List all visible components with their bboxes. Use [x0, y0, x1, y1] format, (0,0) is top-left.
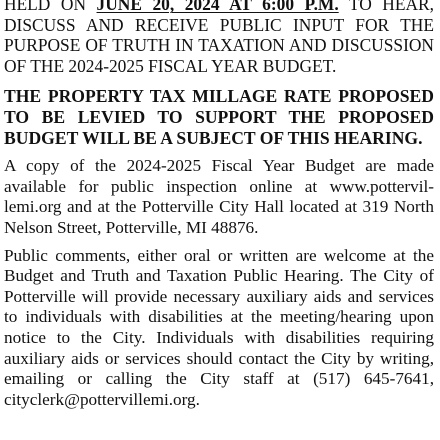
millage-rate-warning: THE PROPERTY TAX MILLAGE RATE PROPOSED TO BE LEVIED TO SUPPORT THE PROPOSED BUDGET WILL BE A SUBJECT OF THIS HEARING.	[4, 86, 434, 148]
hearing-intro-paragraph	[4, 0, 434, 76]
public-comments-paragraph: Public comments, either oral or written are welcome at the Budget and Truth and Taxation Public Hearing. The City of Potterville will provide necessary auxiliary aids and services to individuals with disabilities at the meeting/hearing upon notice to the City. Individuals with disabilities requiring auxiliary aids or services should contact the City by writing, emailing or calling the City staff at (517) 645-7641, cityclerk@pottervillemi.org.	[4, 245, 434, 409]
intro-before-date: HELD ON	[4, 0, 97, 14]
budget-copy-paragraph: A copy of the 2024-2025 Fiscal Year Budget are made available for public inspection online at www.pottervillemi.org and at the Potterville City Hall located at 319 North Nelson Street, Potterville, MI 48876.	[4, 156, 434, 237]
hearing-date-time: JUNE 20, 2024 AT 6:00 P.M.	[96, 0, 339, 14]
public-hearing-notice	[4, 0, 434, 410]
intro-after-date: TO HEAR, DISCUSS AND RECEIVE PUBLIC INPUT FOR THE PURPOSE OF TRUTH IN TAXATION AND DISCUSSION OF THE 2024-2025 FISCAL YEAR BUDGET.	[4, 0, 434, 76]
